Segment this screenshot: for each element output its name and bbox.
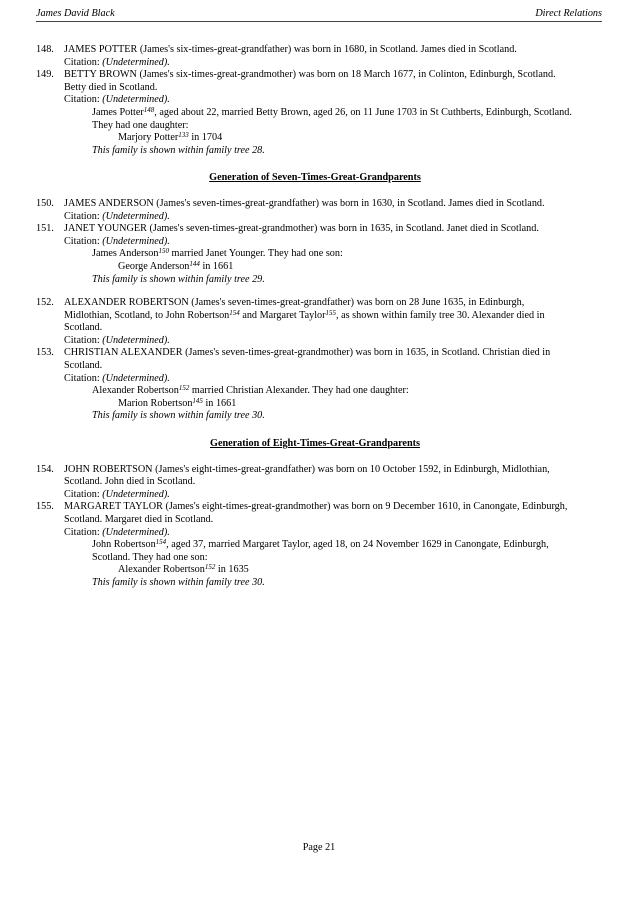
family-tree-note: This family is shown within family tree 29. <box>92 273 265 285</box>
citation-label: Citation: <box>64 526 100 538</box>
citation-151 <box>36 236 594 249</box>
family-person-link[interactable]: James Anderson <box>92 248 159 260</box>
citation-value: (Undetermined). <box>102 488 170 500</box>
family-text: married Christian Alexander. They had one daughter: <box>189 385 409 397</box>
citation-label: Citation: <box>64 235 100 247</box>
entry-number: 151. <box>36 223 54 235</box>
family-tree-note: This family is shown within family tree 30. <box>92 410 265 422</box>
entry-text: JAMES POTTER (James's six-times-great-grandfather) was born in 1680, in Scotland. James died in Scotland. <box>64 44 517 55</box>
citation-value: (Undetermined). <box>102 210 170 222</box>
family-line <box>36 107 594 120</box>
header-section: Direct Relations <box>535 8 602 19</box>
entry-number: 153. <box>36 347 54 359</box>
entry-text: JAMES ANDERSON (James's seven-times-great-grandfather) was born in 1630, in Scotland. James died in Scotland. <box>64 197 545 209</box>
citation-label: Citation: <box>64 372 100 384</box>
entry-148 <box>36 44 594 57</box>
entry-151 <box>36 223 594 236</box>
family-line <box>36 248 594 261</box>
person-ref: 152 <box>178 384 190 393</box>
page-content <box>36 44 594 590</box>
person-ref: 144 <box>189 259 200 268</box>
family-person-link[interactable]: James Potter <box>92 106 144 118</box>
entry-number: 148. <box>36 44 54 55</box>
person-ref: 145 <box>192 396 203 405</box>
entry-number: 150. <box>36 197 54 209</box>
citation-label: Citation: <box>64 210 100 222</box>
child-year: in 1704 <box>188 132 223 144</box>
citation-150 <box>36 211 594 224</box>
citation-label: Citation: <box>64 488 100 500</box>
family-line-cont: They had one daughter: <box>92 119 189 131</box>
entry-text-cont: Scotland. <box>64 360 103 372</box>
entry-text: JOHN ROBERTSON (James's eight-times-great-grandfather) was born on 10 October 1592, in Edinburgh, Midlothian, <box>64 463 550 475</box>
child-line <box>36 398 594 411</box>
entry-text-cont: Betty died in Scotland. <box>64 81 158 93</box>
entry-text: MARGARET TAYLOR (James's eight-times-great-grandmother) was born on 9 December 1610, in Canongate, Edinburgh, <box>64 501 568 513</box>
entry-text-cont: Scotland. <box>64 322 103 334</box>
entry-number: 152. <box>36 297 54 309</box>
citation-148 <box>36 57 594 70</box>
entry-number: 155. <box>36 501 54 513</box>
citation-value: (Undetermined). <box>102 94 170 106</box>
citation-label: Citation: <box>64 334 100 346</box>
entry-text-cont: Scotland. Margaret died in Scotland. <box>64 514 214 525</box>
entry-text: ALEXANDER ROBERTSON (James's seven-times-great-grandfather) was born on 28 June 1635, in Edinburgh, <box>64 297 525 309</box>
citation-value: (Undetermined). <box>102 334 170 346</box>
family-person-link[interactable]: John Robertson <box>92 539 156 551</box>
citation-154 <box>36 489 594 502</box>
child-line <box>36 132 594 145</box>
citation-value: (Undetermined). <box>102 56 170 68</box>
entry-153 <box>36 347 594 372</box>
entry-text: CHRISTIAN ALEXANDER (James's seven-times-great-grandmother) was born in 1635, in Scotland. Christian died in <box>64 347 551 359</box>
child-link[interactable]: Alexander Robertson <box>118 564 205 576</box>
family-tree-note: This family is shown within family tree 30. <box>92 576 265 588</box>
citation-155 <box>36 527 594 540</box>
child-line <box>36 564 594 577</box>
citation-value: (Undetermined). <box>102 372 170 384</box>
child-link[interactable]: George Anderson <box>118 260 190 272</box>
child-line <box>36 261 594 274</box>
page-number: Page 21 <box>302 842 336 853</box>
citation-152 <box>36 335 594 348</box>
person-ref: 148 <box>143 105 155 114</box>
citation-value: (Undetermined). <box>102 526 170 538</box>
entry-text: BETTY BROWN (James's six-times-great-grandmother) was born on 18 March 1677, in Colinton, Edinburgh, Scotland. <box>64 69 556 81</box>
family-line <box>36 539 594 552</box>
citation-153 <box>36 373 594 386</box>
child-year: in 1661 <box>199 260 234 272</box>
family-tree-note: This family is shown within family tree 28. <box>92 144 265 156</box>
entry-text-cont: Midlothian, Scotland, to John Robertson$^{154}$ and Margaret Taylor$^{155}$, as shown within family tree 30. Alexander died in <box>64 308 545 321</box>
entry-152 <box>36 297 594 335</box>
generation-heading-seven: Generation of Seven-Times-Great-Grandparents <box>209 172 421 184</box>
entry-149 <box>36 69 594 94</box>
person-ref: 154 <box>155 538 167 547</box>
family-line-cont: Scotland. They had one son: <box>92 551 208 563</box>
entry-number: 149. <box>36 69 54 81</box>
family-text: , aged 37, married Margaret Taylor, aged 18, on 24 November 1629 in Canongate, Edinburgh, <box>166 539 549 551</box>
family-text: married Janet Younger. They had one son: <box>169 248 343 260</box>
header-rule <box>36 21 602 22</box>
family-line <box>36 385 594 398</box>
child-year: in 1661 <box>202 397 237 409</box>
person-ref: 152 <box>204 563 216 572</box>
entry-text: JANET YOUNGER (James's seven-times-great-grandmother) was born in 1635, in Scotland. Janet died in Scotland. <box>64 223 539 235</box>
entry-text-cont: Scotland. John died in Scotland. <box>64 476 196 488</box>
generation-heading-eight: Generation of Eight-Times-Great-Grandparents <box>210 438 420 450</box>
child-link[interactable]: Marion Robertson <box>118 397 193 409</box>
page-header <box>36 8 602 22</box>
citation-149 <box>36 94 594 107</box>
entry-number: 154. <box>36 463 54 475</box>
person-ref: 133 <box>178 131 189 140</box>
child-link[interactable]: Marjory Potter <box>118 132 179 144</box>
citation-value: (Undetermined). <box>102 235 170 247</box>
family-person-link[interactable]: Alexander Robertson <box>92 385 179 397</box>
person-ref: 155 <box>325 308 337 317</box>
child-year: in 1635 <box>215 564 249 576</box>
header-author: James David Black <box>36 8 115 19</box>
entry-150 <box>36 198 594 211</box>
entry-154 <box>36 464 594 489</box>
person-ref: 150 <box>158 247 169 256</box>
person-ref: 154 <box>229 308 240 317</box>
citation-label: Citation: <box>64 94 100 106</box>
entry-155 <box>36 501 594 526</box>
family-text: , aged about 22, married Betty Brown, aged 26, on 11 June 1703 in St Cuthberts, Edinburgh, Scotland. <box>154 106 572 118</box>
citation-label: Citation: <box>64 56 100 68</box>
